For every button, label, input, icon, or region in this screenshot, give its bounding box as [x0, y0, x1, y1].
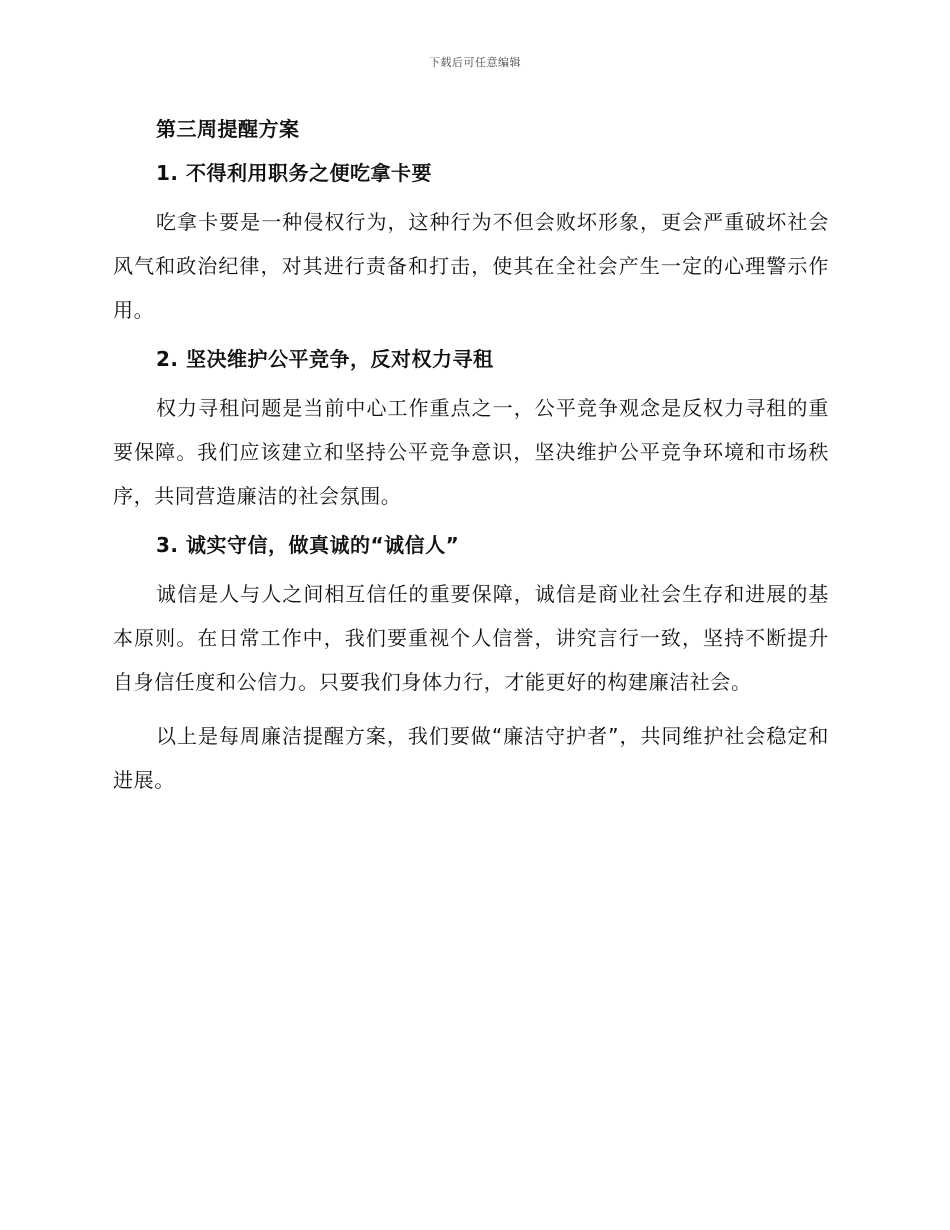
section-heading-1: 1. 不得利用职务之便吃拿卡要	[156, 161, 432, 185]
conclusion-paragraph: 以上是每周廉洁提醒方案，我们要做“廉洁守护者”，共同维护社会稳定和进展。	[113, 724, 829, 792]
section-heading-2: 2. 坚决维护公平竞争，反对权力寻租	[156, 347, 494, 371]
section-body-3: 诚信是人与人之间相互信任的重要保障，诚信是商业社会生存和进展的基本原则。在日常工作中，我们要重视个人信誉，讲究言行一致，坚持不断提升自身信任度和公信力。只要我们身体力行，才能更好的构建廉洁社会。	[113, 582, 829, 694]
section-heading-3: 3. 诚实守信，做真诚的“诚信人”	[156, 533, 460, 557]
document-title: 第三周提醒方案	[156, 117, 300, 141]
document-body	[113, 112, 829, 812]
section-body-2: 权力寻租问题是当前中心工作重点之一，公平竞争观念是反权力寻租的重要保障。我们应该建立和坚持公平竞争意识，坚决维护公平竞争环境和市场秩序，共同营造廉洁的社会氛围。	[113, 396, 829, 508]
section-body-1: 吃拿卡要是一种侵权行为，这种行为不但会败坏形象，更会严重破坏社会风气和政治纪律，对其进行责备和打击，使其在全社会产生一定的心理警示作用。	[113, 210, 829, 322]
header-note: 下载后可任意编辑	[429, 56, 521, 69]
